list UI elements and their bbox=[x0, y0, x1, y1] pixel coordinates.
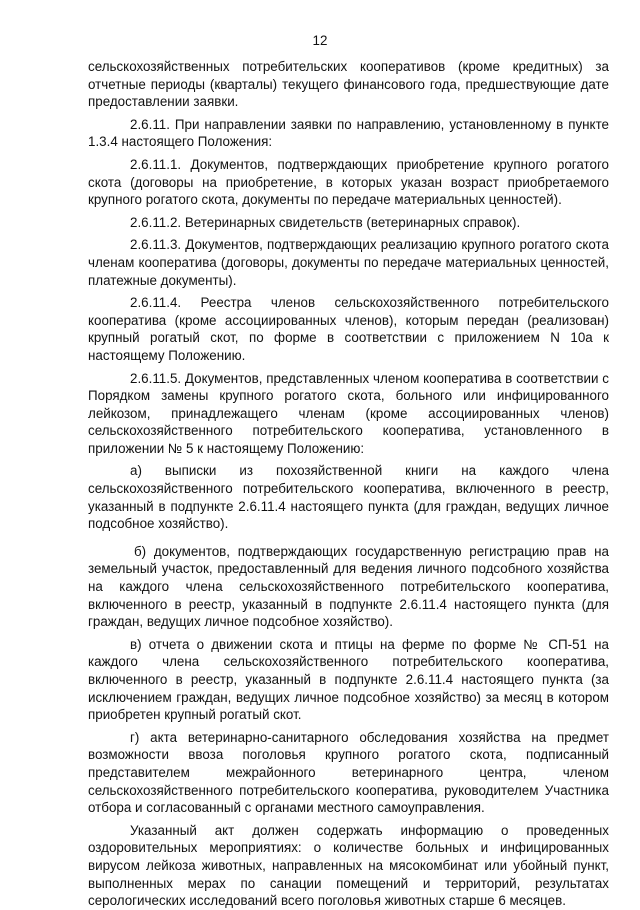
subparagraph-v: в) отчета о движении скота и птицы на ферме по форме № СП-51 на каждого члена сельскохозяйственного потребительского кооператива, включенного в реестр, указанный в подпункте 2.6.11.4 настоящего пункта (за исключением граждан, ведущих личное подсобное хозяйство) за месяц в котором приобретен крупный рогатый скот. bbox=[88, 636, 609, 723]
subparagraph-g: г) акта ветеринарно-санитарного обследования хозяйства на предмет возможности ввоза поголовья крупного рогатого скота, подписанный представителем межрайонного ветеринарного центра, членом сельскохозяйственного потребительского кооператива, руководителем Участника отбора и согласованный с органами местного самоуправления. bbox=[88, 729, 609, 816]
paragraph-2-6-11-5: 2.6.11.5. Документов, представленных членом кооператива в соответствии с Порядком замены крупного рогатого скота, больного или инфицированного лейкозом, принадлежащего членам (кроме ассоциированных членов) сельскохозяйственного потребительского кооператива, установленного в приложении № 5 к настоящему Положению: bbox=[88, 370, 609, 456]
paragraph-2-6-11-3: 2.6.11.3. Документов, подтверждающих реализацию крупного рогатого скота членам кооператива (договоры, документы по передаче материальных ценностей, платежные документы). bbox=[88, 237, 609, 288]
paragraph-2-6-11-4: 2.6.11.4. Реестра членов сельскохозяйственного потребительского кооператива (кроме ассоциированных членов), которым передан (реализован) крупный рогатый скот, по форме в соответствии с приложением N 10а к настоящему Положению. bbox=[88, 295, 609, 363]
document-body bbox=[88, 58, 609, 910]
paragraph-act-requirements: Указанный акт должен содержать информацию о проведенных оздоровительных мероприятиях: о количестве больных и инфицированных вирусом лейкоза животных, направленных на мясокомбинат или убойный пункт, выполненных мерах по санации помещений и территорий, результатах серологических исследований всего поголовья животных старше 6 месяцев. bbox=[88, 822, 609, 909]
page-number: 12 bbox=[312, 33, 328, 48]
paragraph-continuation: сельскохозяйственных потребительских кооперативов (кроме кредитных) за отчетные периоды (кварталы) текущего финансового года, предшествующие дате предоставлении заявки. bbox=[88, 59, 609, 110]
paragraph-2-6-11-1: 2.6.11.1. Документов, подтверждающих приобретение крупного рогатого скота (договоры на приобретение, в которых указан возраст приобретаемого крупного рогатого скота, документы по передаче материальных ценностей). bbox=[88, 156, 609, 208]
subparagraph-b: б) документов, подтверждающих государственную регистрацию прав на земельный участок, предоставленный для ведения личного подсобного хозяйства на каждого члена сельскохозяйственного потребительского кооператива, включенного в реестр, указанный в подпункте 2.6.11.4 настоящего пункта (для граждан, ведущих личное подсобное хозяйство). bbox=[88, 543, 609, 630]
paragraph-2-6-11: 2.6.11. При направлении заявки по направлению, установленному в пункте 1.3.4 настоящего Положения: bbox=[88, 116, 609, 150]
subparagraph-a: а) выписки из похозяйственной книги на каждого члена сельскохозяйственного потребительского кооператива, включенного в реестр, указанный в подпункте 2.6.11.4 настоящего пункта (для граждан, ведущих личное подсобное хозяйство). bbox=[88, 463, 609, 532]
paragraph-2-6-11-2: 2.6.11.2. Ветеринарных свидетельств (ветеринарных справок). bbox=[130, 214, 521, 230]
